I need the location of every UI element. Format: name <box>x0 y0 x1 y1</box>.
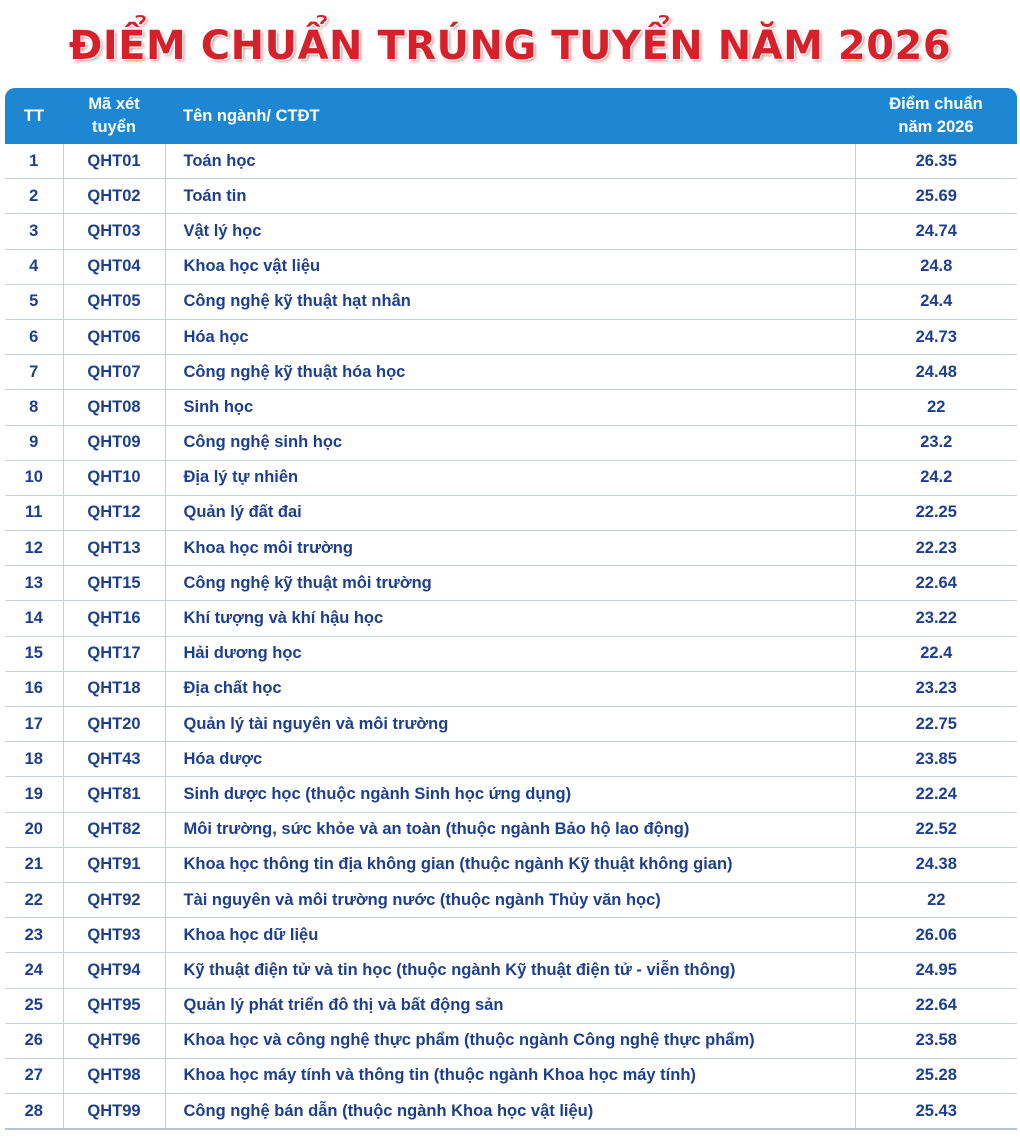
row-score-cell: 23.58 <box>855 1023 1017 1058</box>
row-score-cell: 24.8 <box>855 249 1017 284</box>
row-name-cell: Khoa học thông tin địa không gian (thuộc ngành Kỹ thuật không gian) <box>165 847 855 882</box>
row-score-cell: 23.22 <box>855 601 1017 636</box>
row-tt-cell: 9 <box>5 425 63 460</box>
row-name-cell: Địa chất học <box>165 671 855 706</box>
row-name-cell: Kỹ thuật điện tử và tin học (thuộc ngành Kỹ thuật điện tử - viễn thông) <box>165 953 855 988</box>
row-name-cell: Môi trường, sức khỏe và an toàn (thuộc ngành Bảo hộ lao động) <box>165 812 855 847</box>
row-name-cell: Quản lý đất đai <box>165 495 855 530</box>
table-row <box>5 847 1017 882</box>
page-title: ĐIỂM CHUẨN TRÚNG TUYỂN NĂM 2026 <box>68 23 952 69</box>
row-code-cell: QHT43 <box>63 742 165 777</box>
table-row <box>5 214 1017 249</box>
table-row <box>5 707 1017 742</box>
row-code-cell: QHT15 <box>63 566 165 601</box>
row-name-cell: Khoa học và công nghệ thực phẩm (thuộc ngành Công nghệ thực phẩm) <box>165 1023 855 1058</box>
header-code <box>63 88 165 144</box>
row-code-cell: QHT04 <box>63 249 165 284</box>
header-score-line2: năm 2026 <box>898 118 974 136</box>
table-row <box>5 671 1017 706</box>
row-score-cell: 22.64 <box>855 988 1017 1023</box>
header-tt: TT <box>5 88 63 144</box>
row-tt-cell: 21 <box>5 847 63 882</box>
row-name-cell: Hải dương học <box>165 636 855 671</box>
row-score-cell: 24.2 <box>855 460 1017 495</box>
row-tt-cell: 28 <box>5 1094 63 1129</box>
row-score-cell: 24.95 <box>855 953 1017 988</box>
table-row <box>5 566 1017 601</box>
row-score-cell: 23.23 <box>855 671 1017 706</box>
row-code-cell: QHT92 <box>63 882 165 917</box>
row-name-cell: Sinh dược học (thuộc ngành Sinh học ứng dụng) <box>165 777 855 812</box>
table-row <box>5 425 1017 460</box>
row-name-cell: Tài nguyên và môi trường nước (thuộc ngành Thủy văn học) <box>165 882 855 917</box>
row-tt-cell: 3 <box>5 214 63 249</box>
table-row <box>5 742 1017 777</box>
table-row <box>5 249 1017 284</box>
row-score-cell: 22.64 <box>855 566 1017 601</box>
row-score-cell: 22.4 <box>855 636 1017 671</box>
row-tt-cell: 20 <box>5 812 63 847</box>
row-tt-cell: 26 <box>5 1023 63 1058</box>
row-name-cell: Khoa học vật liệu <box>165 249 855 284</box>
table-row <box>5 636 1017 671</box>
row-name-cell: Quản lý tài nguyên và môi trường <box>165 707 855 742</box>
row-code-cell: QHT91 <box>63 847 165 882</box>
admission-scores-table <box>5 88 1017 1130</box>
table-row <box>5 531 1017 566</box>
row-name-cell: Khí tượng và khí hậu học <box>165 601 855 636</box>
row-code-cell: QHT13 <box>63 531 165 566</box>
row-score-cell: 22.23 <box>855 531 1017 566</box>
row-code-cell: QHT81 <box>63 777 165 812</box>
row-name-cell: Hóa học <box>165 319 855 354</box>
row-score-cell: 22 <box>855 882 1017 917</box>
row-score-cell: 23.85 <box>855 742 1017 777</box>
row-score-cell: 24.4 <box>855 284 1017 319</box>
table-row <box>5 918 1017 953</box>
table-row <box>5 284 1017 319</box>
row-code-cell: QHT95 <box>63 988 165 1023</box>
row-code-cell: QHT82 <box>63 812 165 847</box>
row-name-cell: Vật lý học <box>165 214 855 249</box>
row-tt-cell: 2 <box>5 179 63 214</box>
table-row <box>5 355 1017 390</box>
row-name-cell: Công nghệ kỹ thuật hóa học <box>165 355 855 390</box>
row-code-cell: QHT17 <box>63 636 165 671</box>
table-row <box>5 144 1017 179</box>
header-score <box>855 88 1017 144</box>
row-tt-cell: 16 <box>5 671 63 706</box>
row-tt-cell: 10 <box>5 460 63 495</box>
row-tt-cell: 13 <box>5 566 63 601</box>
row-name-cell: Công nghệ kỹ thuật môi trường <box>165 566 855 601</box>
row-tt-cell: 4 <box>5 249 63 284</box>
row-name-cell: Toán học <box>165 144 855 179</box>
row-code-cell: QHT20 <box>63 707 165 742</box>
row-code-cell: QHT09 <box>63 425 165 460</box>
row-name-cell: Công nghệ kỹ thuật hạt nhân <box>165 284 855 319</box>
row-code-cell: QHT07 <box>63 355 165 390</box>
table-row <box>5 882 1017 917</box>
row-score-cell: 25.43 <box>915 1101 957 1120</box>
row-name-cell: Quản lý phát triển đô thị và bất động sản <box>165 988 855 1023</box>
row-tt-cell: 18 <box>5 742 63 777</box>
row-tt-cell: 6 <box>5 319 63 354</box>
row-tt-cell: 27 <box>5 1058 63 1093</box>
row-name-cell: Toán tin <box>165 179 855 214</box>
row-code-cell: QHT01 <box>63 144 165 179</box>
scores-table <box>5 88 1017 1128</box>
table-row <box>5 460 1017 495</box>
table-header <box>5 88 1017 144</box>
row-score-cell: 26.35 <box>855 144 1017 179</box>
row-tt-cell: 12 <box>5 531 63 566</box>
row-tt-cell: 17 <box>5 707 63 742</box>
table-row <box>5 1058 1017 1093</box>
row-tt-cell: 8 <box>5 390 63 425</box>
row-tt-cell: 19 <box>5 777 63 812</box>
table-row <box>5 777 1017 812</box>
row-score-cell: 23.2 <box>855 425 1017 460</box>
table-row <box>5 390 1017 425</box>
row-score-cell: 22.24 <box>855 777 1017 812</box>
row-name-cell: Công nghệ bán dẫn (thuộc ngành Khoa học vật liệu) <box>165 1094 855 1129</box>
table-row <box>5 319 1017 354</box>
row-score-cell: 25.69 <box>855 179 1017 214</box>
row-tt-cell: 25 <box>5 988 63 1023</box>
row-name-cell: Khoa học dữ liệu <box>165 918 855 953</box>
row-code-cell: QHT08 <box>63 390 165 425</box>
table-body <box>5 144 1017 1128</box>
row-code-cell: QHT06 <box>63 319 165 354</box>
row-name-cell: Sinh học <box>165 390 855 425</box>
row-tt-cell: 1 <box>5 144 63 179</box>
row-score-cell: 24.38 <box>855 847 1017 882</box>
header-score-line1: Điểm chuẩn <box>889 95 983 113</box>
row-code-cell: QHT03 <box>63 214 165 249</box>
row-code-cell: QHT99 <box>63 1094 165 1129</box>
row-code-cell: QHT98 <box>63 1058 165 1093</box>
row-name-cell: Địa lý tự nhiên <box>165 460 855 495</box>
row-tt-cell: 11 <box>5 495 63 530</box>
table-row <box>5 1094 1017 1129</box>
header-code-line2: tuyển <box>91 118 136 136</box>
row-code-cell: QHT05 <box>63 284 165 319</box>
table-row <box>5 1023 1017 1058</box>
row-score-cell: 22.25 <box>855 495 1017 530</box>
table-row <box>5 601 1017 636</box>
row-name-cell: Công nghệ sinh học <box>165 425 855 460</box>
row-code-cell: QHT94 <box>63 953 165 988</box>
row-score-cell: 25.28 <box>855 1058 1017 1093</box>
row-code-cell: QHT93 <box>63 918 165 953</box>
table-row <box>5 988 1017 1023</box>
row-score-cell: 22.75 <box>855 707 1017 742</box>
table-row <box>5 812 1017 847</box>
row-tt-cell: 5 <box>5 284 63 319</box>
row-name-cell: Hóa dược <box>165 742 855 777</box>
row-tt-cell: 14 <box>5 601 63 636</box>
row-code-cell: QHT18 <box>63 671 165 706</box>
row-code-cell: QHT16 <box>63 601 165 636</box>
table-row <box>5 953 1017 988</box>
row-code-cell: QHT96 <box>63 1023 165 1058</box>
row-score-cell: 24.74 <box>855 214 1017 249</box>
table-row <box>5 495 1017 530</box>
row-tt-cell: 15 <box>5 636 63 671</box>
row-score-cell: 24.73 <box>855 319 1017 354</box>
row-name-cell: Khoa học máy tính và thông tin (thuộc ngành Khoa học máy tính) <box>165 1058 855 1093</box>
table-row <box>5 179 1017 214</box>
row-score-cell: 24.48 <box>855 355 1017 390</box>
row-score-cell: 22.52 <box>855 812 1017 847</box>
row-code-cell: QHT10 <box>63 460 165 495</box>
row-tt-cell: 23 <box>5 918 63 953</box>
row-score-cell: 22 <box>855 390 1017 425</box>
row-tt-cell: 7 <box>5 355 63 390</box>
row-score-cell: 26.06 <box>855 918 1017 953</box>
row-tt-cell: 22 <box>5 882 63 917</box>
row-code-cell: QHT12 <box>63 495 165 530</box>
row-tt-cell: 24 <box>5 953 63 988</box>
header-row <box>5 88 1017 144</box>
header-name: Tên ngành/ CTĐT <box>165 88 855 144</box>
header-code-line1: Mã xét <box>88 95 140 113</box>
row-name-cell: Khoa học môi trường <box>165 531 855 566</box>
row-code-cell: QHT02 <box>63 179 165 214</box>
